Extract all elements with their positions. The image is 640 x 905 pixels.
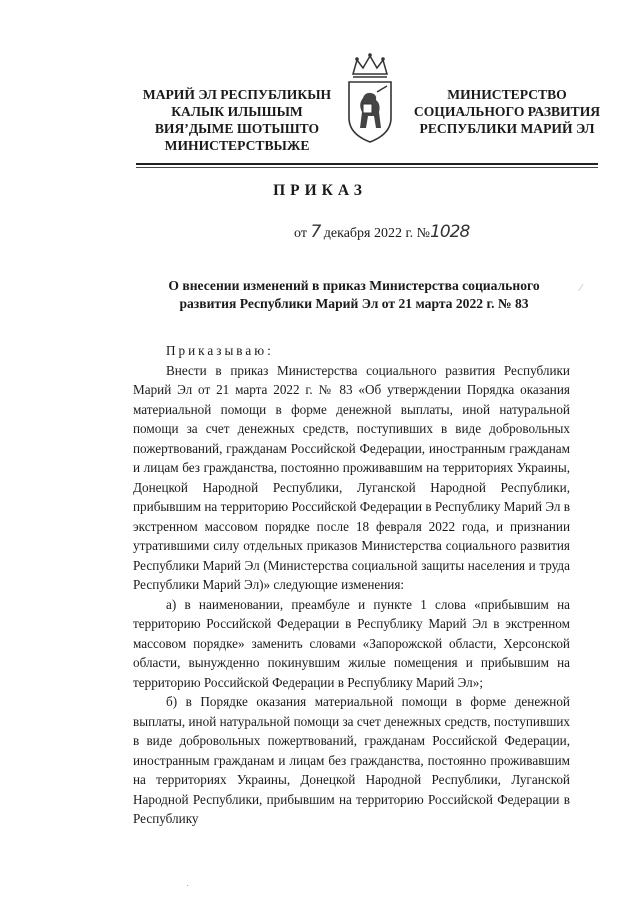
date-prefix: от — [294, 226, 307, 241]
document-body — [133, 341, 570, 829]
handwritten-order-number: 1028 — [430, 222, 470, 242]
body-paragraph: б) в Порядке оказания материальной помощи в форме денежной выплаты, иной натуральной помощи за счет денежных средств, поступивших в виде добровольных пожертвований, гражданам Российской Федерации, иностранным гражданам и лицам без гражданства, постоянно проживавшим на территориях Украины, Донецкой Народной Республики, Луганской Народной Республики, прибывшим на территорию Российской Федерации в Республику — [133, 694, 570, 826]
header-right-line: МИНИСТЕРСТВО — [447, 87, 567, 102]
body-paragraph: Внести в приказ Министерства социального развития Республики Марий Эл от 21 марта 2022 г. № 83 «Об утверждении Порядка оказания материальной помощи в форме денежной выплаты, иной натуральной помощи за счет денежных средств, поступивших в виде добровольных пожертвований, гражданам Российской Федерации, иностранным гражданам и лицам без гражданства, постоянно проживавшим на территориях Украины, Донецкой Народной Республики, Луганской Народной Республики, прибывшим на территорию Российской Федерации в Республику Марий Эл в экстренном массовом порядке после 18 февраля 2022 года, и признании утратившими силу отдельных приказов Министерства социального развития Республики Марий Эл (Министерства социальной защиты населения и труда Республики Марий Эл)» следующие изменения: — [133, 362, 570, 592]
header-divider-thin — [136, 167, 598, 168]
scan-mark: ⁄ — [580, 283, 582, 294]
header-divider-thick — [136, 163, 598, 165]
subject-line: О внесении изменений в приказ Министерства социального — [168, 278, 540, 293]
document-title: ПРИКАЗ — [273, 182, 367, 199]
header-left-line: МАРИЙ ЭЛ РЕСПУБЛИКЫН — [142, 87, 332, 102]
header-left-line: МИНИСТЕРСТВЫЖЕ — [164, 138, 310, 153]
coat-of-arms-icon — [343, 52, 397, 144]
scan-mark: ˙ — [186, 884, 190, 895]
header-right-line: РЕСПУБЛИКИ МАРИЙ ЭЛ — [419, 121, 595, 136]
date-number-line — [294, 222, 469, 242]
date-month-year: декабря 2022 г. № — [323, 226, 430, 241]
subject-line: развития Республики Марий Эл от 21 марта 2022 г. № 83 — [179, 296, 529, 311]
header-left-line: КАЛЫК ИЛЫШЫМ — [171, 104, 303, 119]
document-subject — [150, 277, 558, 313]
order-word: Приказываю: — [166, 343, 274, 358]
header-left-line: ВИЯ’ДЫМЕ ШОТЫШТО — [154, 121, 320, 136]
header-left-block — [112, 86, 362, 154]
handwritten-day: 7 — [310, 222, 321, 242]
header-right-block — [402, 86, 612, 137]
body-paragraph: а) в наименовании, преамбуле и пункте 1 слова «прибывшим на территорию Российской Федерации в Республику Марий Эл в экстренном массовом порядке» заменить словами «Запорожской области, Херсонской области, вынужденно покинувшим жилые помещения и прибывшим на территорию Российской Федерации в Республику Марий Эл»; — [133, 596, 570, 690]
header-right-line: СОЦИАЛЬНОГО РАЗВИТИЯ — [413, 104, 601, 119]
